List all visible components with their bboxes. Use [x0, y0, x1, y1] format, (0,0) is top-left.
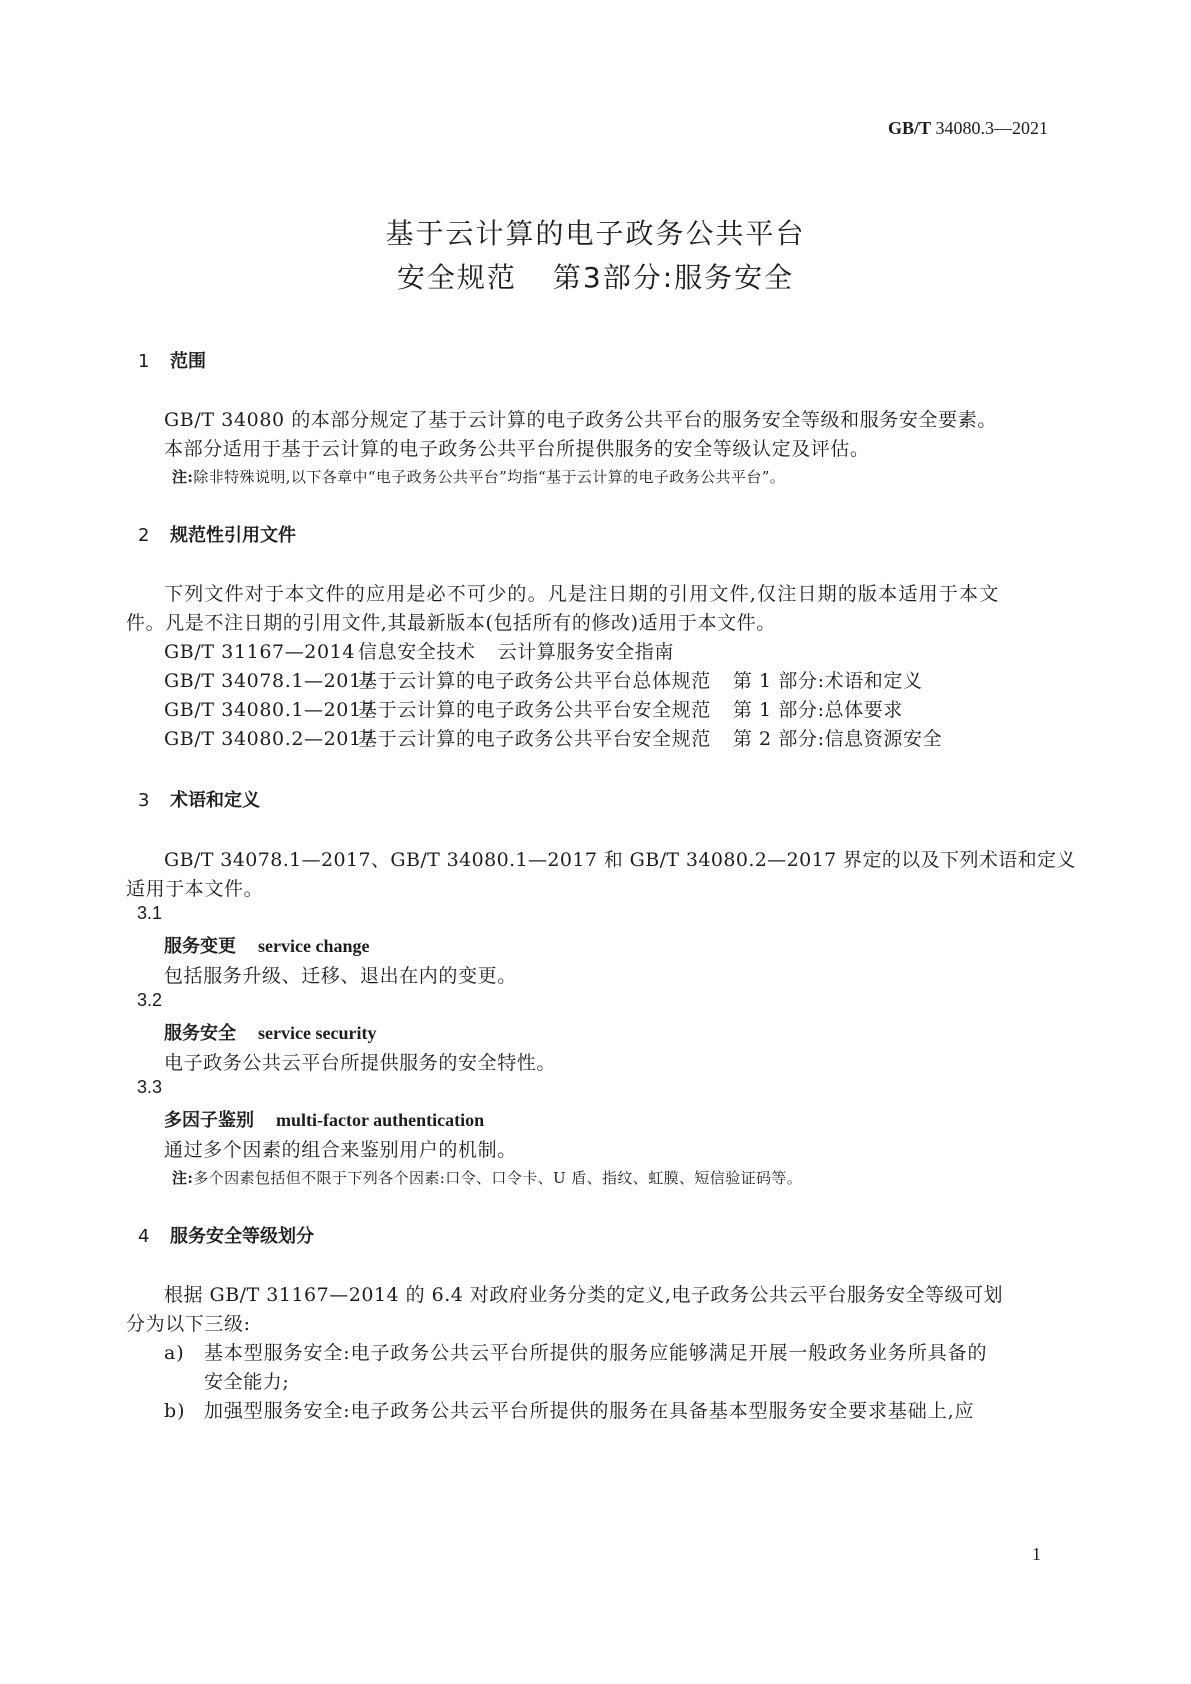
section-2-paragraph-line-1: 下列文件对于本文件的应用是必不可少的。凡是注日期的引用文件,仅注日期的版本适用于本文 — [164, 583, 1000, 605]
standard-prefix: GB/T — [887, 118, 931, 138]
section-title: 范围 — [170, 351, 206, 372]
list-marker: a) — [164, 1342, 185, 1364]
title-line-2a: 安全规范 — [396, 261, 517, 294]
section-1-paragraph-1: GB/T 34080 的本部分规定了基于云计算的电子政务公共平台的服务安全等级和服务安全要素。 — [164, 409, 997, 431]
section-2-paragraph-line-2: 件。凡是不注日期的引用文件,其最新版本(包括所有的修改)适用于本文件。 — [126, 612, 776, 634]
term-definition: 包括服务升级、迁移、退出在内的变更。 — [164, 965, 517, 987]
reference-item — [164, 695, 903, 722]
term-title — [164, 1019, 376, 1045]
section-3-note — [172, 1167, 802, 1188]
term-definition: 电子政务公共云平台所提供服务的安全特性。 — [164, 1052, 557, 1074]
section-1-note — [172, 466, 785, 487]
term-definition: 通过多个因素的组合来鉴别用户的机制。 — [164, 1139, 517, 1161]
reference-item — [164, 724, 942, 751]
section-3-heading — [138, 786, 260, 812]
reference-subtitle: 第 2 部分:信息资源安全 — [732, 728, 943, 750]
section-4-heading — [138, 1222, 314, 1248]
section-number: 3 — [138, 790, 150, 811]
section-number: 2 — [138, 525, 150, 546]
section-number: 4 — [138, 1226, 150, 1247]
note-text: 多个因素包括但不限于下列各个因素:口令、口令卡、U 盾、指纹、虹膜、短信验证码等。 — [193, 1169, 803, 1187]
term-number: 3.3 — [137, 1077, 163, 1097]
page-number: 1 — [1032, 1544, 1041, 1564]
section-3-paragraph-line-2: 适用于本文件。 — [126, 878, 264, 900]
section-number: 1 — [138, 351, 150, 372]
list-item-text: 加强型服务安全:电子政务公共云平台所提供的服务在具备基本型服务安全要求基础上,应 — [204, 1400, 975, 1422]
reference-subtitle: 云计算服务安全指南 — [497, 641, 675, 663]
term-en: service security — [258, 1023, 377, 1043]
title-line-2 — [0, 256, 1191, 296]
section-title: 服务安全等级划分 — [170, 1226, 314, 1247]
reference-title: 基于云计算的电子政务公共平台总体规范 — [358, 670, 711, 692]
reference-item — [164, 666, 923, 693]
list-item-a — [164, 1338, 987, 1365]
reference-code: GB/T 34078.1—2017 — [164, 670, 375, 692]
term-en: service change — [258, 936, 370, 956]
reference-subtitle: 第 1 部分:总体要求 — [732, 699, 903, 721]
reference-title: 基于云计算的电子政务公共平台安全规范 — [358, 728, 711, 750]
term-title — [164, 932, 369, 958]
reference-item — [164, 637, 674, 664]
section-title: 术语和定义 — [170, 790, 260, 811]
term-zh: 服务安全 — [164, 1023, 236, 1044]
list-marker: b) — [164, 1400, 186, 1422]
section-1-paragraph-2: 本部分适用于基于云计算的电子政务公共平台所提供服务的安全等级认定及评估。 — [164, 438, 870, 460]
title-line-1: 基于云计算的电子政务公共平台 — [385, 217, 806, 250]
note-label: 注: — [172, 1169, 194, 1187]
term-en: multi-factor authentication — [276, 1110, 485, 1130]
section-4-paragraph-line-1: 根据 GB/T 31167—2014 的 6.4 对政府业务分类的定义,电子政务公共云平台服务安全等级可划 — [164, 1284, 1003, 1306]
list-item-text: 基本型服务安全:电子政务公共云平台所提供的服务应能够满足开展一般政务业务所具备的 — [204, 1342, 988, 1364]
section-title: 规范性引用文件 — [170, 525, 296, 546]
reference-code: GB/T 34080.1—2017 — [164, 699, 375, 721]
section-1-heading — [138, 347, 206, 373]
reference-title: 信息安全技术 — [358, 641, 476, 663]
term-zh: 多因子鉴别 — [164, 1110, 254, 1131]
list-item-b — [164, 1396, 974, 1423]
term-title — [164, 1106, 484, 1132]
note-text: 除非特殊说明,以下各章中“电子政务公共平台”均指“基于云计算的电子政务公共平台”。 — [193, 468, 786, 486]
reference-code: GB/T 31167—2014 — [164, 641, 356, 663]
term-zh: 服务变更 — [164, 936, 236, 957]
section-4-paragraph-line-2: 分为以下三级: — [126, 1313, 251, 1335]
standard-number — [888, 118, 1048, 139]
section-3-paragraph-line-1: GB/T 34078.1—2017、GB/T 34080.1—2017 和 GB/T 34080.2—2017 界定的以及下列术语和定义 — [164, 849, 1076, 871]
reference-code: GB/T 34080.2—2017 — [164, 728, 375, 750]
reference-subtitle: 第 1 部分:术语和定义 — [732, 670, 923, 692]
title-line-2b: 第3部分:服务安全 — [552, 261, 795, 294]
term-number: 3.2 — [137, 990, 163, 1010]
standard-code: 34080.3—2021 — [931, 118, 1048, 138]
reference-title: 基于云计算的电子政务公共平台安全规范 — [358, 699, 711, 721]
section-2-heading — [138, 521, 296, 547]
term-number: 3.1 — [137, 903, 163, 923]
list-item-a-continuation: 安全能力; — [204, 1371, 290, 1393]
note-label: 注: — [172, 468, 194, 486]
